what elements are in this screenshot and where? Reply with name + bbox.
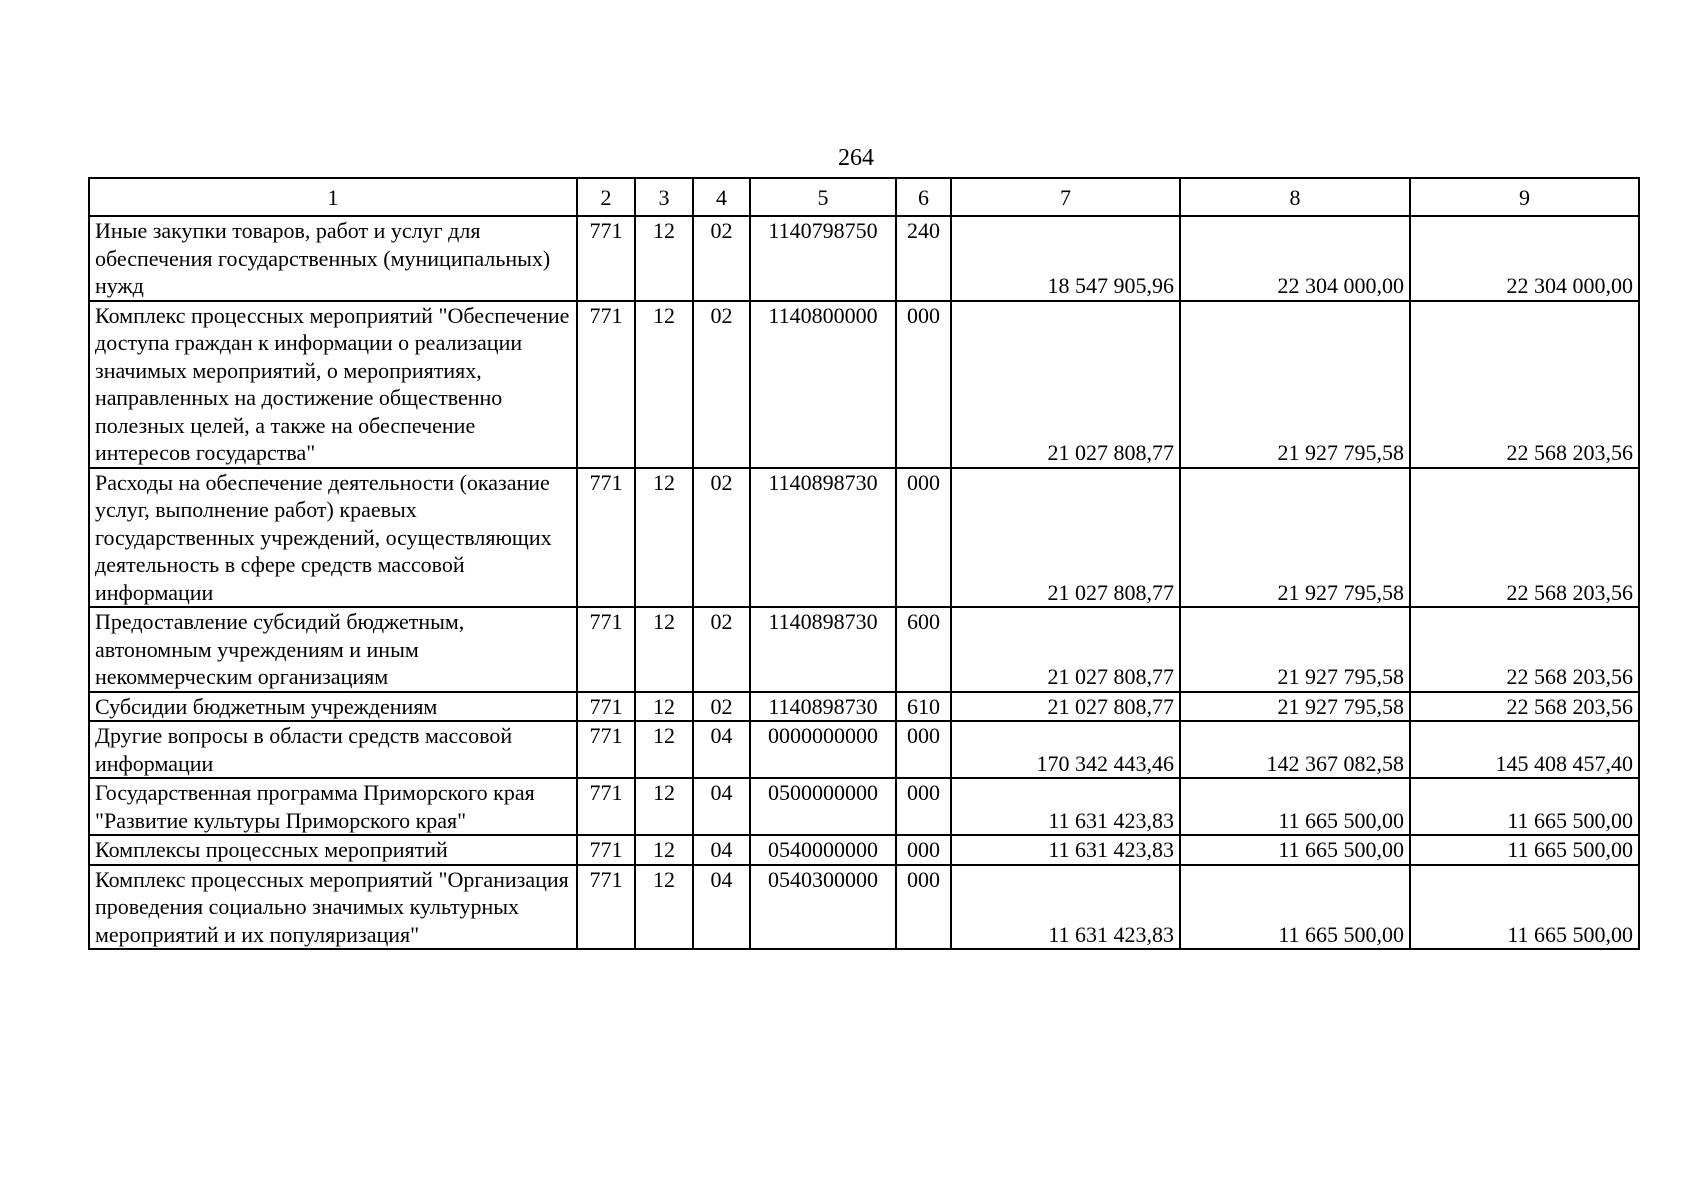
amount-cell: 11 665 500,00 [1180,778,1410,835]
code-cell: 1140898730 [750,468,896,608]
code-cell: 000 [896,865,951,950]
code-cell: 0500000000 [750,778,896,835]
column-header: 3 [635,178,693,216]
code-cell: 04 [693,835,750,865]
amount-cell: 170 342 443,46 [951,721,1180,778]
code-cell: 000 [896,301,951,468]
row-description: Другие вопросы в области средств массовой информации [89,721,577,778]
code-cell: 240 [896,216,951,301]
amount-cell: 145 408 457,40 [1410,721,1639,778]
code-cell: 771 [577,607,635,692]
amount-cell: 11 665 500,00 [1410,835,1639,865]
amount-cell: 21 927 795,58 [1180,692,1410,722]
code-cell: 0000000000 [750,721,896,778]
amount-cell: 11 665 500,00 [1410,778,1639,835]
code-cell: 600 [896,607,951,692]
code-cell: 02 [693,468,750,608]
amount-cell: 11 665 500,00 [1180,865,1410,950]
code-cell: 02 [693,692,750,722]
amount-cell: 21 927 795,58 [1180,607,1410,692]
code-cell: 771 [577,301,635,468]
code-cell: 12 [635,216,693,301]
code-cell: 12 [635,778,693,835]
table-row [89,692,1639,722]
row-description: Иные закупки товаров, работ и услуг для обеспечения государственных (муниципальных) нужд [89,216,577,301]
row-description: Комплексы процессных мероприятий [89,835,577,865]
code-cell: 12 [635,301,693,468]
amount-cell: 11 665 500,00 [1410,865,1639,950]
code-cell: 0540000000 [750,835,896,865]
column-header: 9 [1410,178,1639,216]
table-row [89,607,1639,692]
column-header: 2 [577,178,635,216]
code-cell: 1140898730 [750,607,896,692]
code-cell: 1140898730 [750,692,896,722]
column-header: 6 [896,178,951,216]
amount-cell: 11 665 500,00 [1180,835,1410,865]
amount-cell: 21 027 808,77 [951,692,1180,722]
code-cell: 12 [635,865,693,950]
amount-cell: 11 631 423,83 [951,835,1180,865]
amount-cell: 11 631 423,83 [951,778,1180,835]
code-cell: 12 [635,692,693,722]
amount-cell: 22 304 000,00 [1180,216,1410,301]
amount-cell: 142 367 082,58 [1180,721,1410,778]
amount-cell: 22 568 203,56 [1410,692,1639,722]
table-row [89,301,1639,468]
code-cell: 771 [577,692,635,722]
table-row [89,721,1639,778]
page-number: 264 [838,145,874,171]
code-cell: 04 [693,778,750,835]
amount-cell: 21 027 808,77 [951,301,1180,468]
row-description: Расходы на обеспечение деятельности (оказание услуг, выполнение работ) краевых государственных учреждений, осуществляющих деятельность в сфере средств массовой информации [89,468,577,608]
code-cell: 02 [693,301,750,468]
code-cell: 02 [693,607,750,692]
code-cell: 12 [635,607,693,692]
row-description: Государственная программа Приморского края "Развитие культуры Приморского края" [89,778,577,835]
amount-cell: 22 568 203,56 [1410,607,1639,692]
amount-cell: 21 027 808,77 [951,468,1180,608]
row-description: Предоставление субсидий бюджетным, автономным учреждениям и иным некоммерческим организациям [89,607,577,692]
code-cell: 0540300000 [750,865,896,950]
code-cell: 02 [693,216,750,301]
code-cell: 610 [896,692,951,722]
code-cell: 000 [896,468,951,608]
column-header: 7 [951,178,1180,216]
header-row [89,178,1639,216]
code-cell: 000 [896,721,951,778]
row-description: Комплекс процессных мероприятий "Организация проведения социально значимых культурных мероприятий и их популяризация" [89,865,577,950]
amount-cell: 21 027 808,77 [951,607,1180,692]
code-cell: 12 [635,835,693,865]
amount-cell: 21 927 795,58 [1180,301,1410,468]
table-row [89,468,1639,608]
row-description: Субсидии бюджетным учреждениям [89,692,577,722]
column-header: 1 [89,178,577,216]
amount-cell: 11 631 423,83 [951,865,1180,950]
table-row [89,835,1639,865]
column-header: 4 [693,178,750,216]
code-cell: 04 [693,721,750,778]
code-cell: 000 [896,835,951,865]
code-cell: 1140800000 [750,301,896,468]
code-cell: 771 [577,468,635,608]
table-row [89,216,1639,301]
code-cell: 771 [577,835,635,865]
code-cell: 04 [693,865,750,950]
code-cell: 1140798750 [750,216,896,301]
code-cell: 000 [896,778,951,835]
column-header: 8 [1180,178,1410,216]
code-cell: 771 [577,778,635,835]
amount-cell: 22 568 203,56 [1410,468,1639,608]
column-header: 5 [750,178,896,216]
amount-cell: 18 547 905,96 [951,216,1180,301]
budget-table [88,177,1640,950]
amount-cell: 22 568 203,56 [1410,301,1639,468]
code-cell: 12 [635,721,693,778]
code-cell: 771 [577,721,635,778]
table-row [89,865,1639,950]
amount-cell: 21 927 795,58 [1180,468,1410,608]
amount-cell: 22 304 000,00 [1410,216,1639,301]
row-description: Комплекс процессных мероприятий "Обеспечение доступа граждан к информации о реализации значимых мероприятий, о мероприятиях, направленных на достижение общественно полезных целей, а также на обеспечение интересов государства" [89,301,577,468]
table-row [89,778,1639,835]
code-cell: 12 [635,468,693,608]
code-cell: 771 [577,216,635,301]
code-cell: 771 [577,865,635,950]
